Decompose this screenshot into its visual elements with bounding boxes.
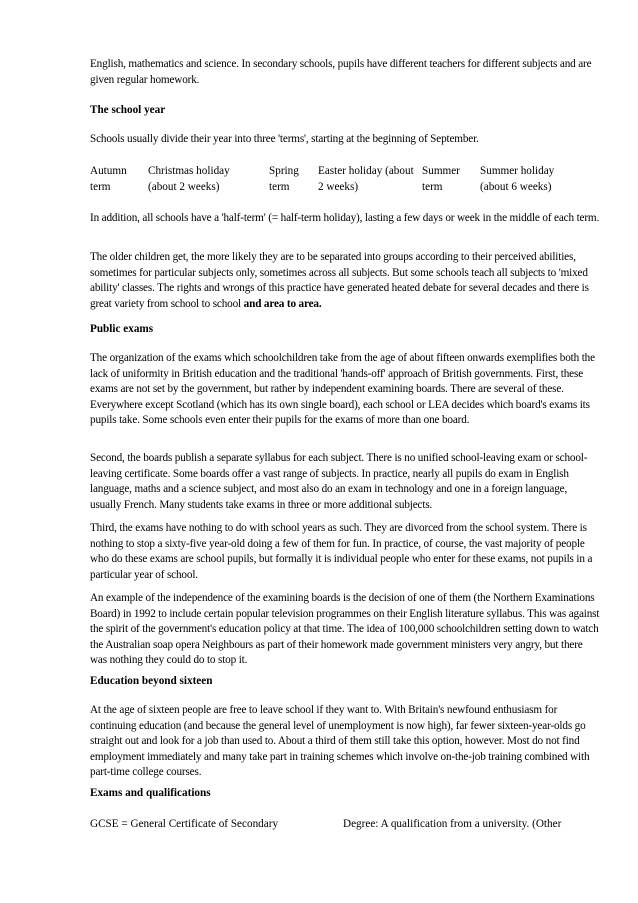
exams-paragraph-4: An example of the independence of the examining boards is the decision of one of them (the Northern Examinations Board) in 1992 to include certain popular television programmes on their English literature syllabus. This was against the spirit of the government's education policy at that time. The idea of 100,000 schoolchildren setting down to watch the Australian soap opera Neighbours as part of their homework made government ministers very angry, but there was nothing they could do to stop it.: [90, 592, 600, 667]
mixed-ability-paragraph: [90, 250, 600, 312]
exams-paragraph-3: Third, the exams have nothing to do with school years as such. They are divorced from the school system. There is nothing to stop a sixty-five year-old doing a few of them for fun. In practice, of course, the vast majority of people who do these exams are school pupils, but formally it is individual people who enter for these exams, not pupils in a particular year of school.: [90, 522, 593, 581]
qualification-degree: Degree: A qualification from a university. (Other: [343, 818, 562, 830]
term-spring: [269, 164, 299, 195]
mixed-ability-emphasis: and area to area.: [243, 297, 322, 310]
term-cell-line1: Christmas holiday: [148, 165, 230, 177]
beyond-sixteen-paragraph: At the age of sixteen people are free to leave school if they want to. With Britain's newfound enthusiasm for continuing education (and because the general level of unemployment is now high), far fewer sixteen-year-olds go straight out and look for a job than used to. About a third of them still take this option, however. Most do not find employment immediately and many take part in training schemes which involve on-the-job training combined with part-time college courses.: [90, 704, 590, 779]
heading-exams-and-qualifications: Exams and qualifications: [90, 787, 211, 799]
terms-table: [90, 164, 610, 198]
mixed-ability-text: The older children get, the more likely they are to be separated into groups according to their perceived abilities, sometimes for particular subjects only, sometimes across all subjects. But some schools teach all subjects to 'mixed ability' classes. The rights and wrongs of this practice have generated heated debate for several decades and there is great variety from school to school: [90, 251, 589, 310]
term-cell-line2: (about 2 weeks): [148, 180, 220, 193]
intro-paragraph: English, mathematics and science. In secondary schools, pupils have different teachers for different subjects and are given regular homework.: [90, 58, 592, 86]
term-cell-line1: Spring: [269, 165, 299, 177]
exams-paragraph-2: Second, the boards publish a separate syllabus for each subject. There is no unified school-leaving exam or school-leaving certificate. Some boards offer a vast range of subjects. In practice, nearly all pupils do exam in English language, maths and a science subject, and most also do an exam in technology and one in a foreign language, usually French. Many students take exams in three or more additional subjects.: [90, 452, 588, 511]
term-summer: [422, 164, 460, 195]
term-cell-line2: term: [90, 180, 111, 193]
term-cell-line2: 2 weeks): [318, 180, 359, 193]
term-cell-line1: Autumn: [90, 165, 127, 177]
exams-paragraph-1: The organization of the exams which schoolchildren take from the age of about fifteen onwards exemplifies both the lack of uniformity in British education and the traditional 'hands-off' approach of British governments. First, these exams are not set by the government, but rather by independent examining boards. There are several of these. Everywhere except Scotland (which has its own single board), each school or LEA decides which board's exams its pupils take. Some schools even enter their pupils for the exams of more than one board.: [90, 352, 595, 427]
term-cell-line1: Easter holiday (about: [318, 165, 414, 177]
term-cell-line2: term: [422, 180, 443, 193]
terms-intro-paragraph: Schools usually divide their year into three 'terms', starting at the beginning of September.: [90, 133, 479, 145]
term-easter-holiday: [318, 164, 414, 195]
term-cell-line1: Summer: [422, 165, 460, 177]
qualification-gcse: GCSE = General Certificate of Secondary: [90, 818, 279, 830]
term-cell-line1: Summer holiday: [480, 165, 555, 177]
heading-education-beyond-sixteen: Education beyond sixteen: [90, 675, 213, 687]
heading-school-year: The school year: [90, 104, 166, 116]
term-cell-line2: term: [269, 180, 290, 193]
heading-public-exams: Public exams: [90, 323, 154, 335]
term-autumn: [90, 164, 127, 195]
term-summer-holiday: [480, 164, 554, 195]
term-cell-line2: (about 6 weeks): [480, 180, 552, 193]
term-christmas-holiday: [148, 164, 230, 195]
half-term-paragraph: In addition, all schools have a 'half-term' (= half-term holiday), lasting a few days or week in the middle of each term.: [90, 212, 600, 224]
